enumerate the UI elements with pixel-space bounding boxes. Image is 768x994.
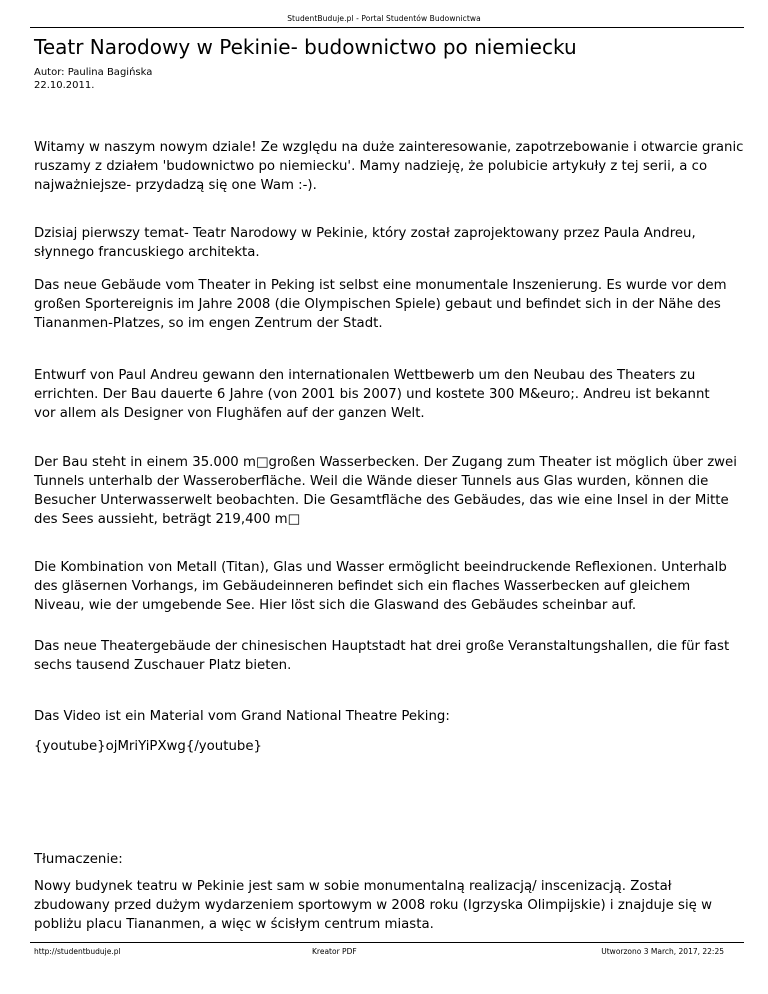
footer-divider xyxy=(30,942,744,943)
date-line: 22.10.2011. xyxy=(34,80,95,91)
site-header: StudentBuduje.pl - Portal Studentów Budownictwa xyxy=(287,14,481,23)
footer-generator: Kreator PDF xyxy=(312,947,357,956)
paragraph-de-4: Die Kombination von Metall (Titan), Glas und Wasser ermöglicht beeindruckende Reflexionen. Unterhalb des gläsernen Vorhangs, im Gebäudeinneren befindet sich ein flaches Wasserbecken auf gleichem Niveau, wie der umgebende See. Hier löst sich die Glaswand des Gebäudes scheinbar auf. xyxy=(34,560,727,613)
paragraph-de-5: Das neue Theatergebäude der chinesischen Hauptstadt hat drei große Veranstaltungshallen, die für fast sechs tausend Zuschauer Platz bieten. xyxy=(34,639,730,673)
paragraph-de-2: Entwurf von Paul Andreu gewann den internationalen Wettbewerb um den Neubau des Theaters zu errichten. Der Bau dauerte 6 Jahre (von 2001 bis 2007) und kostete 300 M&euro;. Andreu ist bekannt vor allem als Designer von Flughäfen auf der ganzen Welt. xyxy=(34,368,710,421)
youtube-embed-code: {youtube}ojMriYiPXwg{/youtube} xyxy=(34,739,262,754)
paragraph-video-intro: Das Video ist ein Material vom Grand National Theatre Peking: xyxy=(34,709,450,724)
header-divider xyxy=(30,27,744,28)
paragraph-de-3: Der Bau steht in einem 35.000 m□großen Wasserbecken. Der Zugang zum Theater ist möglich über zwei Tunnels unterhalb der Wasseroberfläche. Weil die Wände dieser Tunnels aus Glas wurden, können die Besucher Unterwasserwelt beobachten. Die Gesamtfläche des Gebäudes, das wie eine Insel in der Mitte des Sees aussieht, beträgt 219,400 m□ xyxy=(34,455,737,527)
translation-heading: Tłumaczenie: xyxy=(34,852,123,867)
paragraph-translation: Nowy budynek teatru w Pekinie jest sam w sobie monumentalną realizacją/ inscenizacją. Został zbudowany przed dużym wydarzeniem sportowym w 2008 roku (Igrzyska Olimpijskie) i znajduje się w pobliżu placu Tiananmen, a więc w ścisłym centrum miasta. xyxy=(34,879,712,932)
paragraph-first-topic: Dzisiaj pierwszy temat- Teatr Narodowy w Pekinie, który został zaprojektowany przez Paula Andreu, słynnego francuskiego architekta. xyxy=(34,226,696,260)
footer-created-date: Utworzono 3 March, 2017, 22:25 xyxy=(601,947,724,956)
footer-url: http://studentbuduje.pl xyxy=(34,947,121,956)
paragraph-intro: Witamy w naszym nowym dziale! Ze względu na duże zainteresowanie, zapotrzebowanie i otwarcie granic ruszamy z działem 'budownictwo po niemiecku'. Mamy nadzieję, że polubicie artykuły z tej serii, a co najważniejsze- przydadzą się one Wam :-). xyxy=(34,140,744,193)
paragraph-de-1: Das neue Gebäude vom Theater in Peking ist selbst eine monumentale Inszenierung. Es wurde vor dem großen Sportereignis im Jahre 2008 (die Olympischen Spiele) gebaut und befindet sich in der Nähe des Tiananmen-Platzes, so im engen Zentrum der Stadt. xyxy=(34,278,727,331)
page-title: Teatr Narodowy w Pekinie- budownictwo po niemiecku xyxy=(34,35,577,59)
article-meta xyxy=(34,66,152,92)
author-line: Autor: Paulina Bagińska xyxy=(34,67,153,78)
